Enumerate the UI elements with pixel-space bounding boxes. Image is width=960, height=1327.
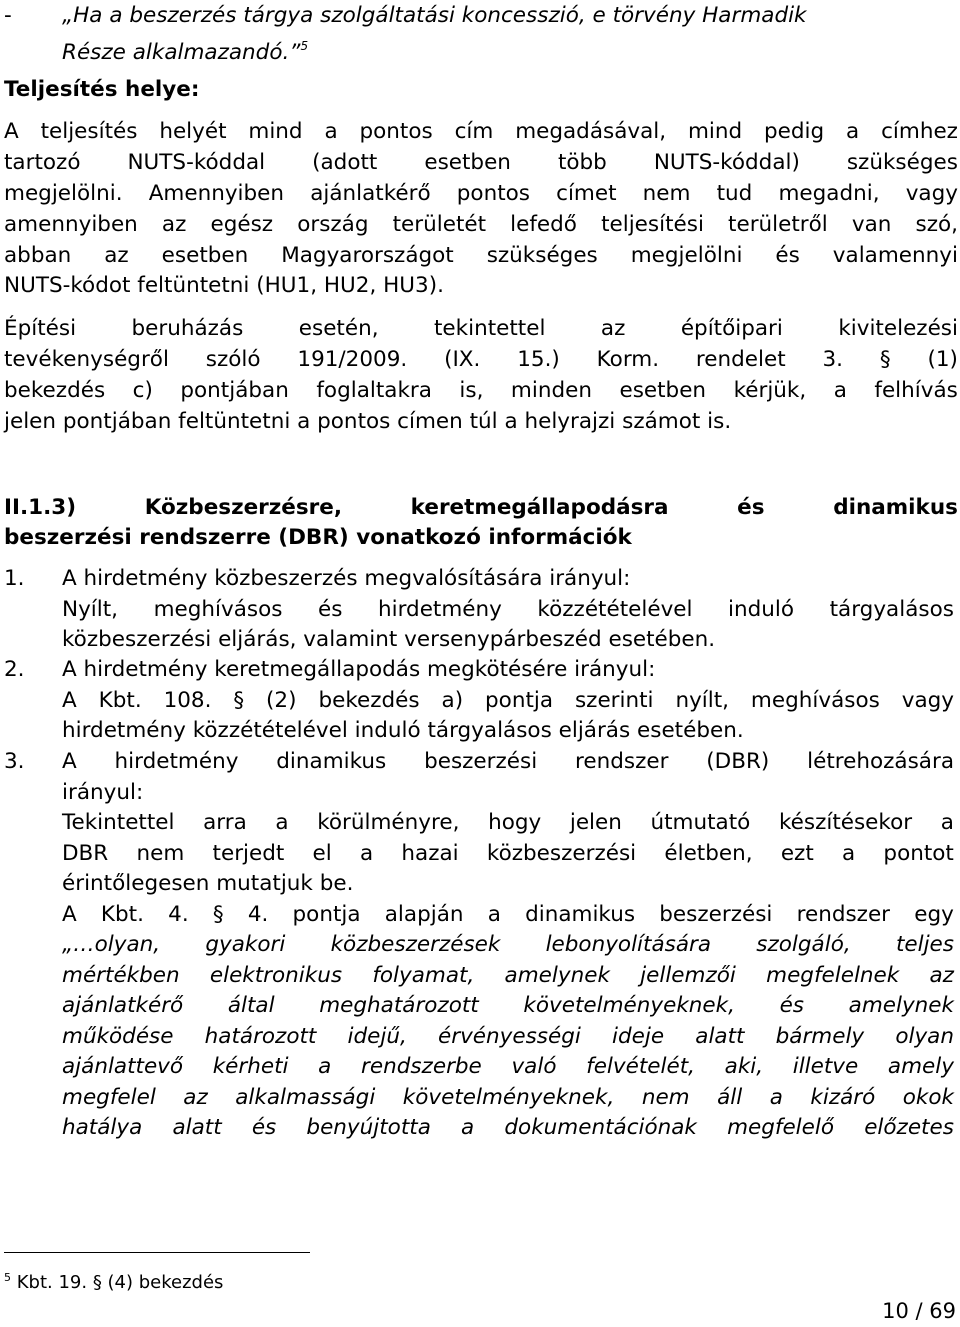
place-paragraph-1-last: NUTS-kódot feltüntetni (HU1, HU2, HU3). [4, 273, 444, 298]
section-heading-place: Teljesítés helye: [4, 77, 200, 102]
paragraph-line: A teljesítés helyét mind a pontos cím megadásával, mind pedig a címhez [4, 119, 958, 144]
quoted-definition-line: működése határozott idejű, érvényességi ideje alatt bármely olyan [62, 1023, 954, 1049]
list-item-number: 3. [4, 749, 25, 774]
footnote-ref: 5 [300, 39, 309, 53]
quote-line-2: Része alkalmazandó.”$^5$ [62, 39, 309, 65]
quoted-definition-line: ajánlattevő kérheti a rendszerbe való felvételét, aki, illetve amely [62, 1054, 954, 1079]
dash-marker: - [4, 3, 12, 28]
footnote-number: 5 [4, 1271, 11, 1284]
list-item-line: A hirdetmény dinamikus beszerzési rendszer (DBR) létrehozására [62, 749, 954, 774]
list-item-line: Tekintettel arra a körülményre, hogy jelen útmutató készítésekor a [62, 810, 954, 835]
paragraph-line: tartozó NUTS-kóddal (adott esetben több NUTS-kóddal) szükséges [4, 150, 958, 175]
list-item-line: A hirdetmény közbeszerzés megvalósítására irányul: [62, 566, 631, 591]
paragraph-line: abban az esetben Magyarországot szükséges megjelölni és valamennyi [4, 243, 958, 268]
paragraph-line: Építési beruházás esetén, tekintettel az építőipari kivitelezési [4, 316, 958, 341]
list-item-line: érintőlegesen mutatjuk be. [62, 871, 354, 896]
paragraph-line: megjelölni. Amennyiben ajánlatkérő pontos címet nem tud megadni, vagy [4, 181, 958, 206]
quoted-definition-line: „…olyan, gyakori közbeszerzések lebonyolítására szolgáló, teljes [62, 932, 954, 957]
paragraph-line: tevékenységről szóló 191/2009. (IX. 15.) Korm. rendelet 3. § (1) [4, 347, 958, 372]
list-item-line: hirdetmény közzétételével induló tárgyalásos eljárás esetében. [62, 718, 744, 743]
footnote-text: Kbt. 19. § (4) bekezdés [16, 1272, 224, 1293]
list-item-line: irányul: [62, 779, 144, 805]
quoted-definition-line: megfelel az alkalmassági követelményeknek, nem áll a kizáró okok [62, 1084, 954, 1110]
list-item-line: DBR nem terjedt el a hazai közbeszerzési életben, ezt a pontot [62, 840, 954, 866]
footnote-separator [4, 1252, 310, 1253]
list-item-line: közbeszerzési eljárás, valamint versenypárbeszéd esetében. [62, 627, 716, 652]
list-item-line: A Kbt. 4. § 4. pontja alapján a dinamikus beszerzési rendszer egy [62, 901, 954, 927]
paragraph-line: bekezdés c) pontjában foglaltakra is, minden esetben kérjük, a felhívás [4, 378, 958, 403]
footnote [4, 1266, 223, 1295]
quoted-definition-line: ajánlatkérő által meghatározott követelményeknek, és amelynek [62, 993, 954, 1018]
section-heading-ii-1-3-line2: beszerzési rendszerre (DBR) vonatkozó információk [4, 525, 632, 550]
quote-line-1: „Ha a beszerzés tárgya szolgáltatási koncesszió, e törvény Harmadik [62, 3, 807, 28]
page-number: 10 / 69 [882, 1299, 956, 1323]
section-heading-ii-1-3: II.1.3) Közbeszerzésre, keretmegállapodásra és dinamikus [4, 495, 958, 520]
paragraph-line: amennyiben az egész ország területét lefedő teljesítési területről van szó, [4, 212, 958, 237]
list-item-line: Nyílt, meghívásos és hirdetmény közzétételével induló tárgyalásos [62, 596, 954, 622]
list-item-number: 1. [4, 566, 25, 591]
place-paragraph-2-last: jelen pontjában feltüntetni a pontos címen túl a helyrajzi számot is. [4, 409, 732, 434]
list-item-line: A hirdetmény keretmegállapodás megkötésére irányul: [62, 657, 656, 682]
quoted-definition-line: hatálya alatt és benyújtotta a dokumentációnak megfelelő előzetes [62, 1115, 954, 1140]
list-item-number: 2. [4, 657, 25, 682]
quoted-definition-line: mértékben elektronikus folyamat, amelynek jellemzői megfelelnek az [62, 962, 954, 988]
list-item-line: A Kbt. 108. § (2) bekezdés a) pontja szerinti nyílt, meghívásos vagy [62, 687, 954, 713]
